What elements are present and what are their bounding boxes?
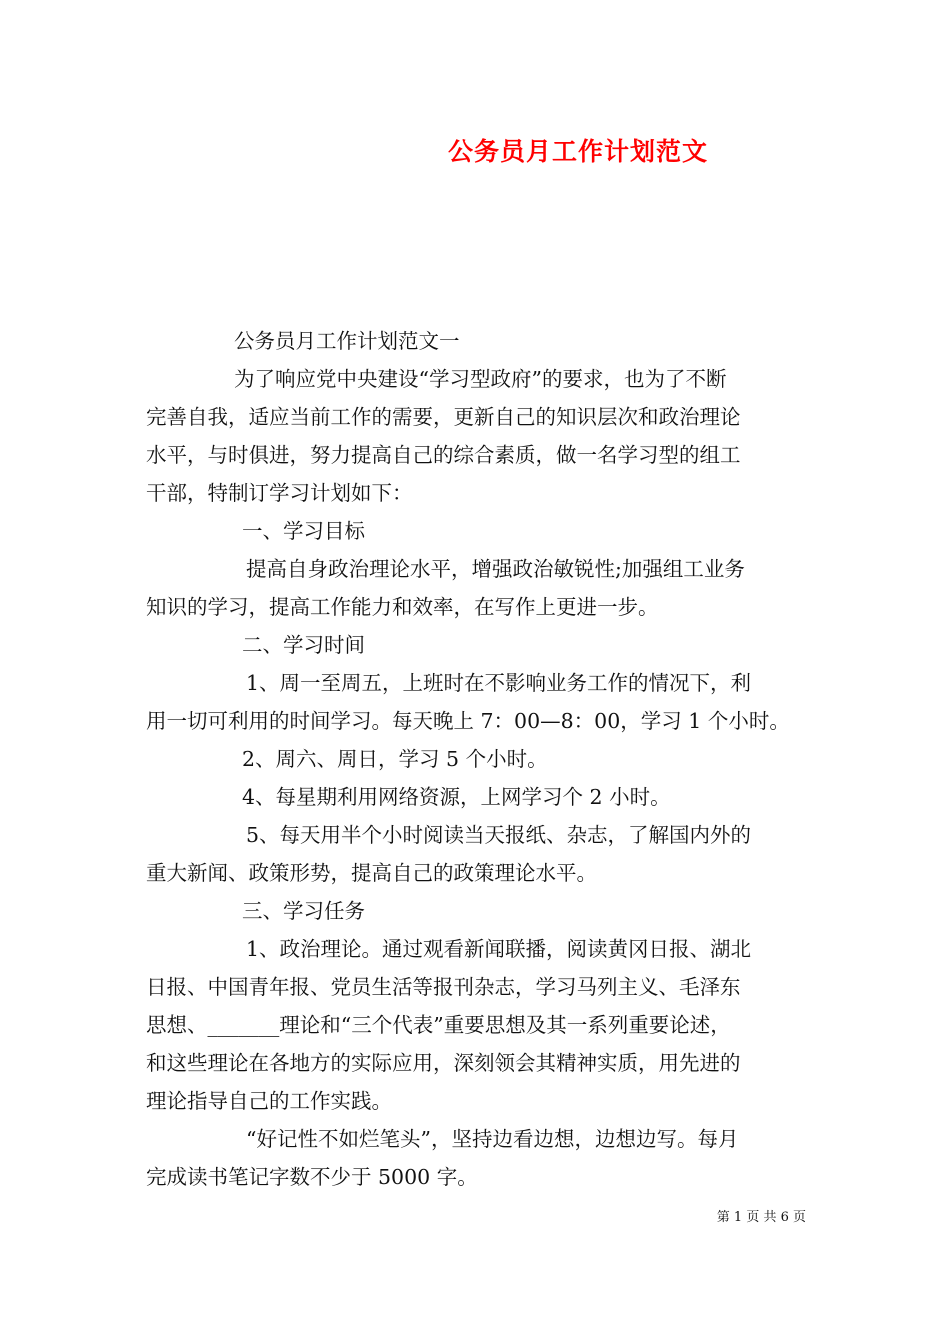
paragraph-line: 2、周六、周日，学习 5 个小时。	[242, 747, 548, 771]
paragraph-line: 日报、中国青年报、党员生活等报刊杂志，学习马列主义、毛泽东	[146, 975, 741, 999]
paragraph-line: 4、每星期利用网络资源，上网学习个 2 小时。	[242, 785, 671, 809]
section-heading: 公务员月工作计划范文一	[234, 329, 460, 353]
paragraph-line: 完善自我，适应当前工作的需要，更新自己的知识层次和政治理论	[146, 405, 741, 429]
paragraph-line: 为了响应党中央建设“学习型政府”的要求，也为了不断	[234, 367, 727, 391]
section-heading: 三、学习任务	[242, 899, 365, 923]
paragraph-line: 完成读书笔记字数不少于 5000 字。	[146, 1165, 478, 1189]
paragraph-line: 1、政治理论。通过观看新闻联播，阅读黄冈日报、湖北	[246, 937, 752, 961]
paragraph-line: 1、周一至周五，上班时在不影响业务工作的情况下，利	[246, 671, 752, 695]
document-title: 公务员月工作计划范文	[448, 137, 709, 166]
page-number-footer: 第 1 页 共 6 页	[716, 1210, 806, 1225]
paragraph-line: “好记性不如烂笔头”，坚持边看边想，边想边写。每月	[246, 1127, 739, 1151]
document-body	[146, 322, 816, 1196]
paragraph-line: 知识的学习，提高工作能力和效率，在写作上更进一步。	[146, 595, 659, 619]
paragraph-line: 理论指导自己的工作实践。	[146, 1089, 392, 1113]
section-heading: 一、学习目标	[242, 519, 365, 543]
paragraph-line: 思想、_______理论和“三个代表”重要思想及其一系列重要论述，	[146, 1013, 731, 1037]
section-heading: 二、学习时间	[242, 633, 365, 657]
paragraph-line: 干部，特制订学习计划如下：	[146, 481, 413, 505]
paragraph-line: 水平，与时俱进，努力提高自己的综合素质，做一名学习型的组工	[146, 443, 741, 467]
paragraph-line: 用一切可利用的时间学习。每天晚上 7：00—8：00，学习 1 个小时。	[146, 709, 790, 733]
paragraph-line: 提高自身政治理论水平，增强政治敏锐性;加强组工业务	[246, 557, 745, 581]
paragraph-line: 和这些理论在各地方的实际应用，深刻领会其精神实质，用先进的	[146, 1051, 741, 1075]
paragraph-line: 5、每天用半个小时阅读当天报纸、杂志，了解国内外的	[246, 823, 752, 847]
paragraph-line: 重大新闻、政策形势，提高自己的政策理论水平。	[146, 861, 597, 885]
